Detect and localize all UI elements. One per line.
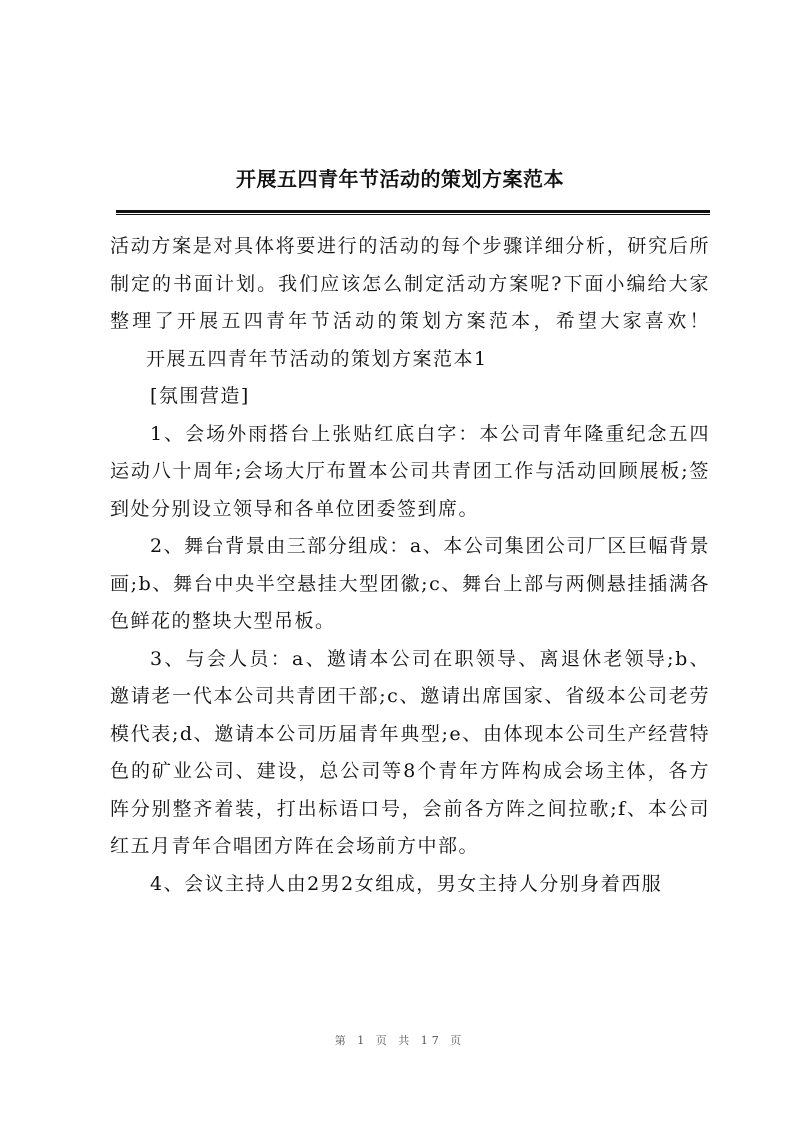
page-footer: 第 1 页 共 17 页 [334,1034,466,1047]
paragraph-1: 1、会场外雨搭台上张贴红底白字：本公司青年隆重纪念五四运动八十周年;会场大厅布置本公司共青团工作与活动回顾展板;签到处分别设立领导和各单位团委签到席。 [110,422,710,520]
intro-paragraph [110,228,710,378]
paragraph-3: 3、与会人员：a、邀请本公司在职领导、离退休老领导;b、邀请老一代本公司共青团干部;c、邀请出席国家、省级本公司老劳模代表;d、邀请本公司历届青年典型;e、由体现本公司生产经营特色的矿业公司、建设，总公司等8个青年方阵构成会场主体，各方阵分别整齐着装，打出标语口号，会前各方阵之间拉歌;f、本公司红五月青年合唱团方阵在会场前方中部。 [110,647,710,857]
intro-text: 活动方案是对具体将要进行的活动的每个步骤详细分析，研究后所制定的书面计划。我们应该怎么制定活动方案呢?下面小编给大家整理了开展五四青年节活动的策划方案范本，希望大家喜欢！ [110,235,710,332]
intro-heading: 开展五四青年节活动的策划方案范本1 [146,347,488,370]
paragraph-4: 4、会议主持人由2男2女组成，男女主持人分别身着西服 [150,872,663,895]
paragraph-2: 2、舞台背景由三部分组成：a、本公司集团公司厂区巨幅背景画;b、舞台中央半空悬挂大型团徽;c、舞台上部与两侧悬挂插满各色鲜花的整块大型吊板。 [110,535,710,632]
document-title: 开展五四青年节活动的策划方案范本 [236,167,564,191]
title-divider [116,210,710,215]
document-body [110,228,710,903]
section-heading: [氛围营造] [150,385,250,407]
